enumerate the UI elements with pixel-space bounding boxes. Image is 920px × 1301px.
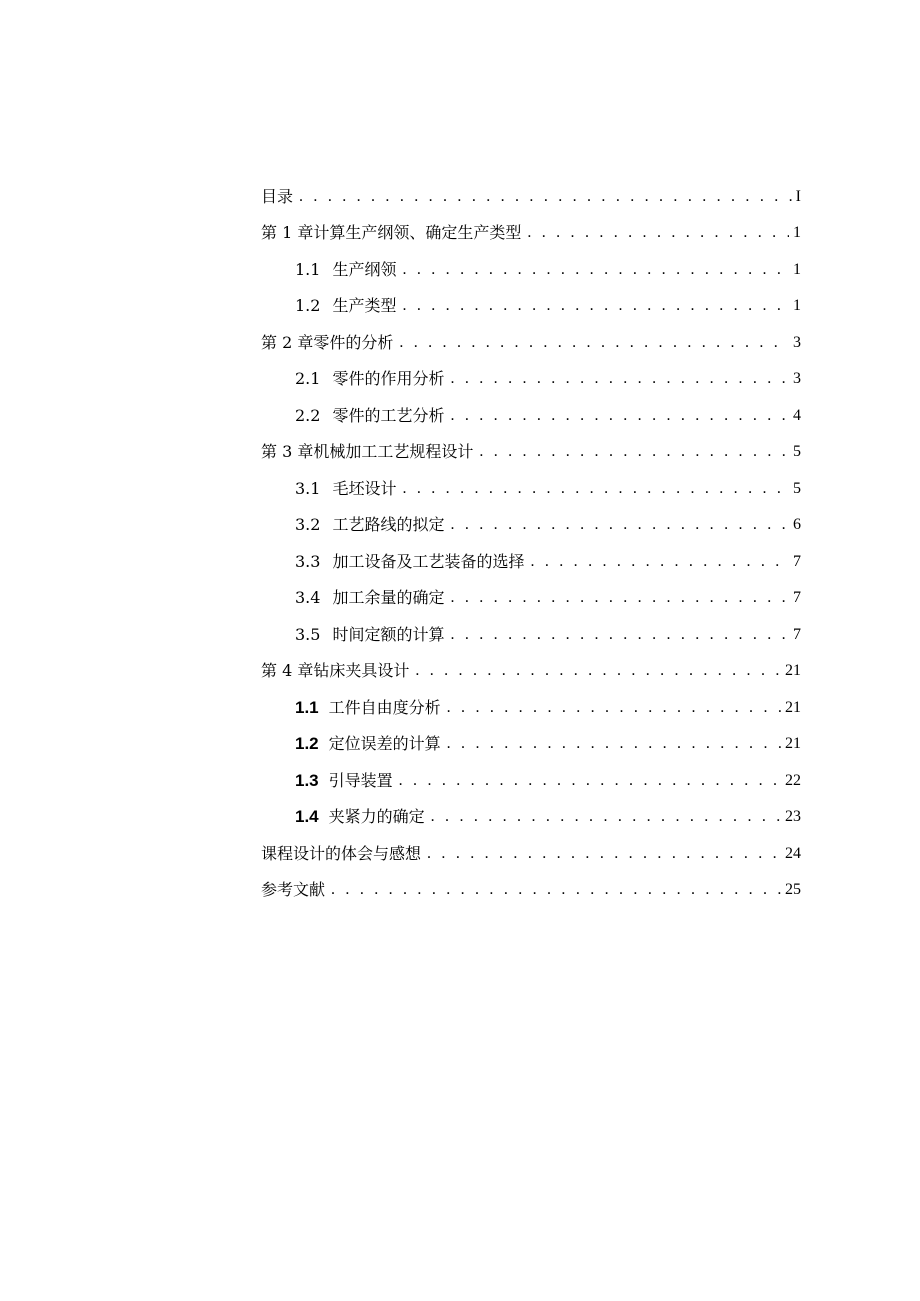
toc-entry-section-4-1[interactable]	[261, 681, 801, 718]
toc-leader-dots	[427, 844, 781, 864]
toc-leader-dots	[331, 880, 781, 900]
toc-leader-dots	[450, 515, 789, 535]
toc-entry-number: 1.2	[295, 296, 321, 315]
toc-entry-page: 1	[793, 260, 801, 278]
toc-entry-number: 2.1	[295, 369, 321, 388]
toc-entry-title: 课程设计的体会与感想	[261, 843, 422, 863]
toc-leader-dots	[527, 223, 789, 243]
toc-entry-section-3-2[interactable]	[261, 499, 801, 536]
toc-entry-section-1-1[interactable]	[261, 243, 801, 280]
toc-entry-section-3-5[interactable]	[261, 608, 801, 645]
toc-entry-title: 加工设备及工艺装备的选择	[332, 551, 525, 571]
toc-entry-title: 参考文献	[261, 880, 326, 899]
toc-entry-page: 7	[793, 589, 801, 606]
toc-leader-dots	[402, 296, 789, 316]
toc-entry-title: 加工余量的确定	[332, 588, 445, 607]
toc-entry-title: 第 3 章机械加工工艺规程设计	[261, 442, 474, 461]
toc-entry-page: 21	[785, 662, 801, 679]
toc-entry-page: 6	[793, 516, 801, 533]
toc-entry-page: 1	[793, 224, 801, 241]
toc-entry-chapter-4[interactable]	[261, 645, 801, 682]
toc-entry-number: 2.2	[295, 405, 321, 425]
toc-entry-page: 3	[793, 370, 801, 387]
toc-entry-number: 1.4	[295, 807, 319, 826]
toc-leader-dots	[299, 187, 792, 207]
toc-entry-contents[interactable]	[261, 170, 801, 207]
toc-entry-page: 5	[793, 443, 801, 460]
table-of-contents	[261, 170, 801, 900]
toc-entry-number: 1.1	[295, 259, 321, 279]
toc-entry-section-2-2[interactable]	[261, 389, 801, 426]
toc-entry-page: 5	[793, 479, 801, 497]
toc-entry-chapter-3[interactable]	[261, 426, 801, 463]
toc-entry-title: 生产纲领	[332, 259, 397, 279]
toc-entry-title: 零件的工艺分析	[332, 405, 445, 425]
toc-entry-section-4-2[interactable]	[261, 718, 801, 755]
toc-entry-number: 3.3	[295, 551, 321, 571]
toc-entry-page: I	[795, 187, 801, 205]
toc-leader-dots	[450, 625, 789, 645]
toc-entry-section-1-2[interactable]	[261, 280, 801, 317]
toc-entry-title: 第 2 章零件的分析	[261, 332, 394, 352]
toc-entry-section-4-4[interactable]	[261, 791, 801, 828]
toc-entry-page: 4	[793, 406, 801, 424]
toc-leader-dots	[447, 734, 781, 754]
toc-entry-section-2-1[interactable]	[261, 353, 801, 390]
toc-entry-section-3-1[interactable]	[261, 462, 801, 499]
toc-entry-title: 第 4 章钻床夹具设计	[261, 661, 410, 680]
toc-entry-chapter-1[interactable]	[261, 207, 801, 244]
toc-leader-dots	[399, 771, 781, 791]
toc-entry-chapter-2[interactable]	[261, 316, 801, 353]
toc-entry-number: 3.4	[295, 588, 321, 607]
toc-entry-number: 1.1	[295, 697, 319, 717]
toc-entry-title: 定位误差的计算	[328, 734, 441, 753]
toc-entry-number: 3.2	[295, 515, 321, 534]
toc-leader-dots	[431, 807, 781, 827]
toc-entry-section-3-3[interactable]	[261, 535, 801, 572]
toc-entry-number: 1.3	[295, 770, 319, 790]
toc-entry-title: 毛坯设计	[332, 478, 397, 498]
toc-entry-title: 第 1 章计算生产纲领、确定生产类型	[261, 223, 522, 242]
toc-entry-page: 22	[785, 771, 801, 789]
toc-entry-title: 目录	[261, 186, 294, 206]
toc-leader-dots	[450, 406, 789, 426]
toc-entry-page: 25	[785, 881, 801, 898]
toc-entry-title: 引导装置	[328, 770, 393, 790]
toc-entry-page: 24	[785, 844, 801, 862]
toc-entry-references[interactable]	[261, 864, 801, 901]
toc-entry-title: 工件自由度分析	[328, 697, 441, 717]
toc-leader-dots	[402, 260, 789, 280]
toc-entry-page: 23	[785, 808, 801, 825]
toc-entry-page: 7	[793, 625, 801, 643]
toc-entry-section-3-4[interactable]	[261, 572, 801, 609]
toc-leader-dots	[415, 661, 781, 681]
toc-entry-page: 7	[793, 552, 801, 570]
toc-entry-title: 生产类型	[332, 296, 397, 315]
toc-entry-number: 3.5	[295, 624, 321, 644]
toc-entry-page: 3	[793, 333, 801, 351]
toc-leader-dots	[447, 698, 781, 718]
toc-leader-dots	[450, 588, 789, 608]
toc-entry-title: 时间定额的计算	[332, 624, 445, 644]
toc-entry-title: 工艺路线的拟定	[332, 515, 445, 534]
toc-leader-dots	[399, 333, 789, 353]
toc-leader-dots	[402, 479, 789, 499]
toc-entry-number: 1.2	[295, 734, 319, 753]
toc-entry-page: 21	[785, 698, 801, 716]
toc-entry-number: 3.1	[295, 478, 321, 498]
toc-entry-section-4-3[interactable]	[261, 754, 801, 791]
toc-entry-page: 1	[793, 297, 801, 314]
toc-entry-title: 夹紧力的确定	[328, 807, 425, 826]
toc-leader-dots	[479, 442, 789, 462]
toc-entry-title: 零件的作用分析	[332, 369, 445, 388]
toc-entry-reflections[interactable]	[261, 827, 801, 864]
toc-leader-dots	[450, 369, 789, 389]
toc-leader-dots	[530, 552, 789, 572]
toc-entry-page: 21	[785, 735, 801, 752]
